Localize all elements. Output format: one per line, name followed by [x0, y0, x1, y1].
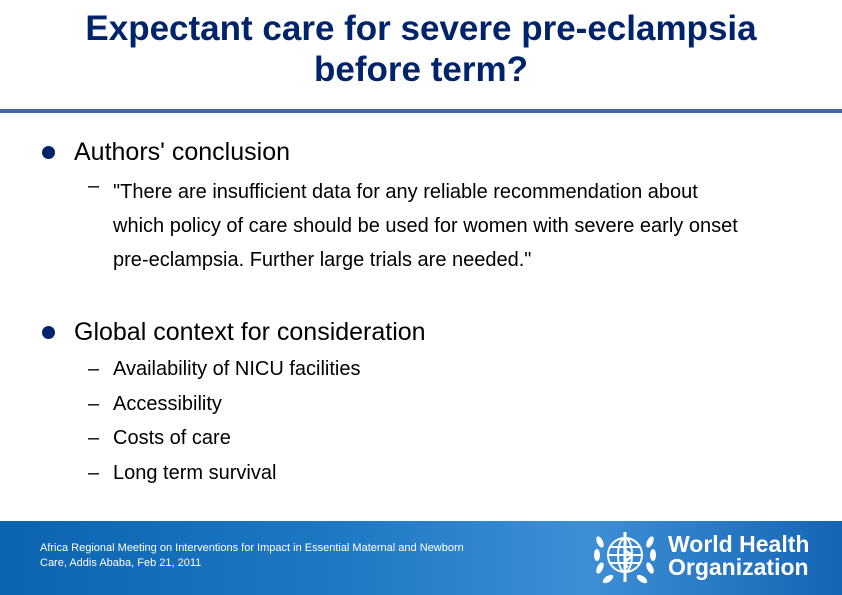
list-dash: –	[88, 392, 100, 415]
authors-quote: "There are insufficient data for any reliable recommendation about which policy of care should be used for women with severe early onset pre-eclampsia. Further large trials are needed."	[113, 181, 738, 271]
footer-line2: Care, Addis Ababa, Feb 21, 2011	[40, 557, 202, 569]
list-dash: –	[88, 427, 100, 449]
who-wordmark-line2: Organization	[668, 554, 809, 580]
bullet-heading: Global context for consideration	[74, 318, 426, 346]
slide-title-line1: Expectant care for severe pre-eclampsia	[85, 9, 757, 48]
list-item-text: Long term survival	[113, 461, 277, 484]
title-divider	[0, 109, 842, 113]
list-item-text: Costs of care	[113, 427, 231, 449]
list-dash: –	[88, 461, 100, 484]
list-dash: –	[88, 358, 100, 380]
footer-line1: Africa Regional Meeting on Interventions for Impact in Essential Maternal and Newborn	[40, 542, 464, 554]
slide-title	[0, 8, 842, 90]
who-emblem-icon	[592, 528, 658, 595]
list-item-text: Availability of NICU facilities	[113, 358, 361, 380]
bullet-dot-icon	[42, 326, 55, 339]
footer-bar	[0, 521, 842, 595]
footer-meeting-text	[40, 541, 560, 571]
bullet-heading: Authors' conclusion	[74, 138, 291, 166]
who-wordmark-line1: World Health	[668, 531, 810, 557]
list-item-text: Accessibility	[113, 392, 222, 415]
slide-title-line2: before term?	[314, 50, 528, 89]
bullet-dot-icon	[42, 146, 55, 159]
who-wordmark	[668, 533, 809, 579]
quote-dash: –	[88, 175, 100, 197]
